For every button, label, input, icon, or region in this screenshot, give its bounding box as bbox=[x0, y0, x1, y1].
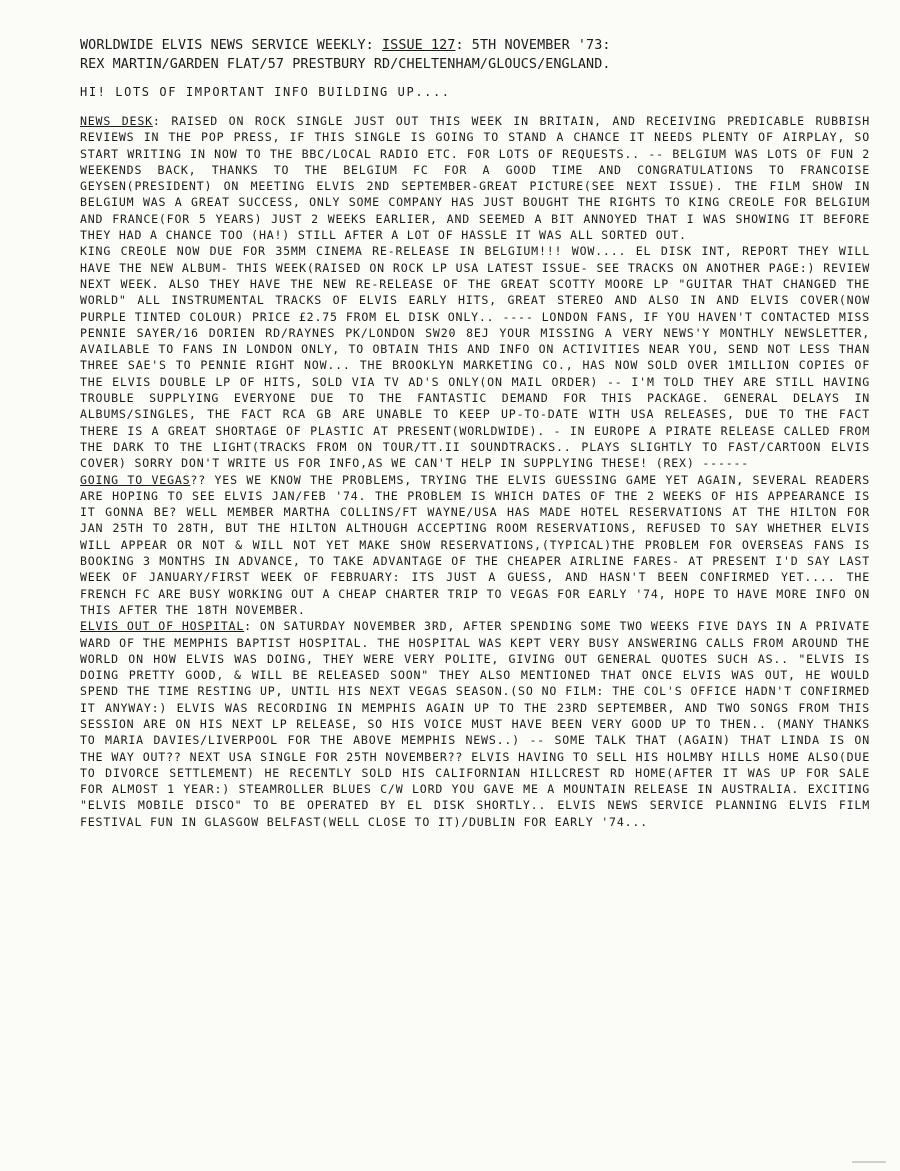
masthead-address: REX MARTIN/GARDEN FLAT/57 PRESTBURY RD/CHELTENHAM/GLOUCS/ENGLAND. bbox=[80, 57, 611, 72]
vegas-body: ?? YES WE KNOW THE PROBLEMS, TRYING THE ELVIS GUESSING GAME YET AGAIN, SEVERAL READERS ARE HOPING TO SEE ELVIS JAN/FEB '74. THE PROBLEM IS WHICH DATES OF THE 2 WEEKS OF HIS APPEARANCE IS IT GONNA BE? WELL MEMBER MARTHA COLLINS/FT WAYNE/USA HAS MADE HOTEL RESERVATIONS AT THE HILTON FOR JAN 25TH TO 28TH, BUT THE HILTON ALTHOUGH ACCEPTING ROOM RESERVATIONS, REFUSED TO SAY WHETHER ELVIS WILL APPEAR OR NOT & WILL NOT YET MAKE SHOW RESERVATIONS,(TYPICAL)THE PROBLEM FOR OVERSEAS FANS IS BOOKING 3 MONTHS IN ADVANCE, TO TAKE ADVANTAGE OF THE CHEAPER AIRLINE FARES- AT PRESENT I'D SAY LAST WEEK OF JANUARY/FIRST WEEK OF FEBRUARY: ITS JUST A GUESS, AND HASN'T BEEN CONFIRMED YET.... THE FRENCH FC ARE BUSY WORKING OUT A CHEAP CHARTER TRIP TO VEGAS FOR EARLY '74, HOPE TO HAVE MORE INFO ON THIS AFTER THE 18TH NOVEMBER. bbox=[80, 472, 870, 617]
vegas-section bbox=[80, 472, 870, 619]
hospital-section bbox=[80, 618, 870, 830]
vegas-heading: GOING TO VEGAS bbox=[80, 472, 191, 487]
hospital-body: : ON SATURDAY NOVEMBER 3RD, AFTER SPENDING SOME TWO WEEKS FIVE DAYS IN A PRIVATE WARD OF THE MEMPHIS BAPTIST HOSPITAL. THE HOSPITAL WAS KEPT VERY BUSY ANSWERING CALLS FROM AROUND THE WORLD ON HOW ELVIS WAS DOING, THEY WERE VERY POLITE, GIVING OUT GENERAL QUOTES SUCH AS.. "ELVIS IS DOING PRETTY GOOD, & WILL BE RELEASED SOON" THEY ALSO MENTIONED THAT ONCE ELVIS WAS OUT, HE WOULD SPEND THE TIME RESTING UP, UNTIL HIS NEXT VEGAS SEASON.(SO NO FILM: THE COL'S OFFICE HADN'T CONFIRMED IT ANYWAY:) ELVIS WAS RECORDING IN MEMPHIS AGAIN UP TO THE 23RD SEPTEMBER, AND TWO SONGS FROM THIS SESSION ARE ON HIS NEXT LP RELEASE, SO HIS VOICE MUST HAVE BEEN VERY GOOD UP TO THEN.. (MANY THANKS TO MARIA DAVIES/LIVERPOOL FOR THE ABOVE MEMPHIS NEWS..) -- SOME TALK THAT (AGAIN) THAT LINDA IS ON THE WAY OUT?? NEXT USA SINGLE FOR 25TH NOVEMBER?? ELVIS HAVING TO SELL HIS HOLMBY HILLS HOME ALSO(DUE TO DIVORCE SETTLEMENT) HE RECENTLY SOLD HIS CALIFORNIAN HILLCREST RD HOME(AFTER IT WAS UP FOR SALE FOR ALMOST 1 YEAR:) STEAMROLLER BLUES C/W LORD YOU GAVE ME A MOUNTAIN RELEASE IN AUSTRALIA. EXCITING "ELVIS MOBILE DISCO" TO BE OPERATED BY EL DISK SHORTLY.. ELVIS NEWS SERVICE PLANNING ELVIS FILM FESTIVAL FUN IN GLASGOW BELFAST(WELL CLOSE TO IT)/DUBLIN FOR EARLY '74... bbox=[80, 619, 870, 829]
hospital-heading: ELVIS OUT OF HOSPITAL bbox=[80, 619, 245, 634]
page-edge-mark bbox=[852, 1161, 886, 1163]
news-desk-section bbox=[80, 113, 870, 243]
masthead-title: WORLDWIDE ELVIS NEWS SERVICE WEEKLY: bbox=[80, 38, 382, 53]
news-desk-body: : RAISED ON ROCK SINGLE JUST OUT THIS WEEK IN BRITAIN, AND RECEIVING PREDICABLE RUBBISH REVIEWS IN THE POP PRESS, IF THIS SINGLE IS GOING TO STAND A CHANCE IT NEEDS PLENTY OF AIRPLAY, SO START WRITING IN NOW TO THE BBC/LOCAL RADIO ETC. FOR LOTS OF REQUESTS.. -- BELGIUM WAS LOTS OF FUN 2 WEEKENDS BACK, THANKS TO THE BELGIUM FC FOR A GOOD TIME AND CONGRATULATIONS TO FRANCOISE GEYSEN(PRESIDENT) ON MEETING ELVIS 2ND SEPTEMBER-GREAT PICTURE(SEE NEXT ISSUE). THE FILM SHOW IN BELGIUM WAS A GREAT SUCCESS, ONLY SOME COMPANY HAS JUST BOUGHT THE RIGHTS TO KING CREOLE FOR BELGIUM AND FRANCE(FOR 5 YEARS) JUST 2 WEEKS EARLIER, AND SEEMED A BIT ANNOYED THAT I WAS SHOWING IT BEFORE THEY HAD A CHANCE TOO (HA!) STILL AFTER A LOT OF HASSLE IT WAS ALL SORTED OUT. bbox=[80, 114, 870, 243]
issue-number: ISSUE 127 bbox=[382, 38, 456, 53]
masthead-line-1 bbox=[80, 36, 870, 55]
news-desk-heading: NEWS DESK bbox=[80, 114, 153, 128]
issue-date: : 5TH NOVEMBER '73: bbox=[455, 38, 611, 53]
news-desk-continued: KING CREOLE NOW DUE FOR 35MM CINEMA RE-RELEASE IN BELGIUM!!! WOW.... EL DISK INT, REPORT THEY WILL HAVE THE NEW ALBUM- THIS WEEK(RAISED ON ROCK LP USA LATEST ISSUE- SEE TRACKS ON ANOTHER PAGE:) REVIEW NEXT WEEK. ALSO THEY HAVE THE NEW RE-RELEASE OF THE GREAT SCOTTY MOORE LP "GUITAR THAT CHANGED THE WORLD" ALL INSTRUMENTAL TRACKS OF ELVIS EARLY HITS, GREAT STEREO AND ALSO IN AND ELVIS COVER(NOW PURPLE TINTED COLOUR) PRICE £2.75 FROM EL DISK ONLY.. ---- LONDON FANS, IF YOU HAVEN'T CONTACTED MISS PENNIE SAYER/16 DORIEN RD/RAYNES PK/LONDON SW20 8EJ YOUR MISSING A VERY NEWS'Y MONTHLY NEWSLETTER, AVAILABLE TO FANS IN LONDON ONLY, TO OBTAIN THIS AND INFO ON ACTIVITIES NEAR YOU, SEND NOT LESS THAN THREE SAE'S TO PENNIE RIGHT NOW... THE BROOKLYN MARKETING CO., HAS NOW SOLD OVER 1MILLION COPIES OF THE ELVIS DOUBLE LP OF HITS, SOLD VIA TV AD'S ONLY(ON MAIL ORDER) -- I'M TOLD THEY ARE STILL HAVING TROUBLE SUPPLYING EVERYONE DUE TO THE FANTASTIC DEMAND FOR THIS PACKAGE. GENERAL DELAYS IN ALBUMS/SINGLES, THE FACT RCA GB ARE UNABLE TO KEEP UP-TO-DATE WITH USA RELEASES, DUE TO THE FACT THERE IS A GREAT SHORTAGE OF PLASTIC AT PRESENT(WORLDWIDE). - IN EUROPE A PIRATE RELEASE CALLED FROM THE DARK TO THE LIGHT(TRACKS FROM ON TOUR/TT.II SOUNDTRACKS.. PLAYS SLIGHTLY TO FAST/CARTOON ELVIS COVER) SORRY DON'T WRITE US FOR INFO,AS WE CAN'T HELP IN SUPPLYING THESE! (REX) ------ bbox=[80, 244, 870, 471]
greeting-line: HI! LOTS OF IMPORTANT INFO BUILDING UP.... bbox=[80, 85, 451, 99]
